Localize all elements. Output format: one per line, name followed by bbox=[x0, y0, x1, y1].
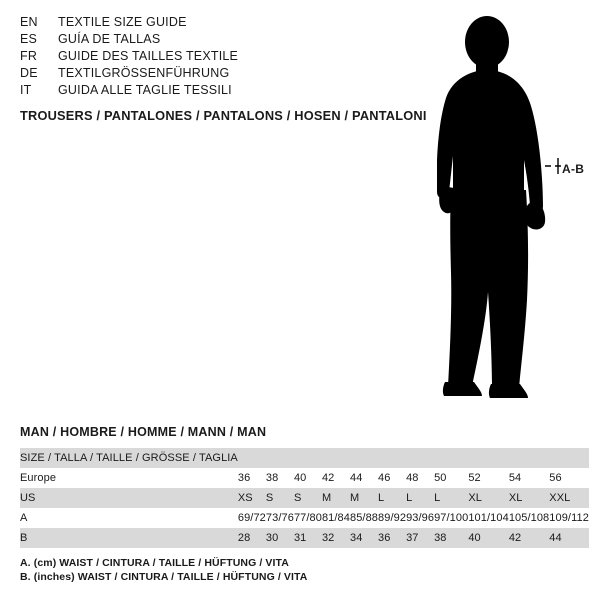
cell bbox=[266, 448, 294, 468]
cell bbox=[294, 448, 322, 468]
cell: 44 bbox=[350, 472, 363, 484]
male-silhouette-icon bbox=[400, 10, 600, 410]
cell: 93/96 bbox=[406, 512, 435, 524]
cell: 105/108 bbox=[508, 512, 550, 524]
cell: 48 bbox=[406, 472, 419, 484]
cell bbox=[378, 448, 406, 468]
cell: 36 bbox=[237, 472, 251, 484]
cell: 52 bbox=[468, 472, 481, 484]
cell: 54 bbox=[508, 472, 522, 484]
language-code-fr: FR bbox=[20, 49, 38, 63]
row-label-us: US bbox=[20, 488, 238, 508]
cell bbox=[406, 448, 434, 468]
cell: 40 bbox=[468, 528, 508, 548]
cell bbox=[322, 448, 350, 468]
section-title: TROUSERS / PANTALONES / PANTALONS / HOSEN / PANTALONI bbox=[20, 108, 427, 123]
size-table bbox=[20, 448, 589, 548]
language-text-es: GUÍA DE TALLAS bbox=[58, 32, 161, 46]
footnote-a: A. (cm) WAIST / CINTURA / TAILLE / HÜFTUNG / VITA bbox=[20, 557, 289, 569]
cell: XXL bbox=[549, 488, 589, 508]
cell: 89/92 bbox=[378, 512, 407, 524]
cell: 81/84 bbox=[321, 512, 350, 524]
language-code-de: DE bbox=[20, 66, 38, 80]
cell bbox=[434, 448, 468, 468]
cell: 69/72 bbox=[237, 512, 266, 524]
cell: 73/76 bbox=[265, 512, 294, 524]
cell: 30 bbox=[266, 528, 294, 548]
cell bbox=[509, 448, 549, 468]
table-title: MAN / HOMBRE / HOMME / MANN / MAN bbox=[20, 425, 267, 439]
cell bbox=[350, 448, 378, 468]
cell: 46 bbox=[378, 472, 391, 484]
cell bbox=[238, 448, 266, 468]
cell: 50 bbox=[434, 472, 447, 484]
language-code-es: ES bbox=[20, 32, 38, 46]
language-text-fr: GUIDE DES TAILLES TEXTILE bbox=[58, 49, 239, 63]
table-row bbox=[20, 528, 589, 548]
cell: 36 bbox=[378, 528, 406, 548]
cell: 42 bbox=[509, 528, 549, 548]
cell: L bbox=[378, 488, 406, 508]
language-text-en: TEXTILE SIZE GUIDE bbox=[58, 15, 187, 29]
footnotes bbox=[20, 556, 307, 584]
table-row bbox=[20, 508, 589, 528]
cell: 77/80 bbox=[293, 512, 322, 524]
language-header-block bbox=[20, 14, 400, 99]
cell: 37 bbox=[406, 528, 434, 548]
cell: XL bbox=[509, 488, 549, 508]
cell: 97/100 bbox=[434, 512, 469, 524]
cell bbox=[549, 448, 589, 468]
cell: 109/112 bbox=[549, 512, 589, 524]
cell: L bbox=[434, 488, 468, 508]
language-text-it: GUIDA ALLE TAGLIE TESSILI bbox=[58, 83, 232, 97]
cell: M bbox=[322, 488, 350, 508]
language-row-es bbox=[20, 31, 400, 48]
cell: 38 bbox=[434, 528, 468, 548]
cell: 101/104 bbox=[468, 512, 509, 524]
language-row-it bbox=[20, 82, 400, 99]
row-label-size: SIZE / TALLA / TAILLE / GRÖSSE / TAGLIA bbox=[20, 448, 238, 468]
cell: L bbox=[406, 488, 434, 508]
table-row bbox=[20, 448, 589, 468]
cell: XL bbox=[468, 488, 508, 508]
language-row-de bbox=[20, 65, 400, 82]
row-label-a: A bbox=[20, 512, 28, 524]
cell: 32 bbox=[322, 528, 350, 548]
cell: S bbox=[266, 488, 294, 508]
cell bbox=[468, 448, 508, 468]
language-code-it: IT bbox=[20, 83, 32, 97]
cell: 56 bbox=[549, 472, 562, 484]
language-row-en bbox=[20, 14, 400, 31]
row-label-b: B bbox=[20, 528, 238, 548]
footnote-b: B. (inches) WAIST / CINTURA / TAILLE / HÜFTUNG / VITA bbox=[20, 571, 308, 583]
cell: XS bbox=[238, 488, 266, 508]
cell: 34 bbox=[350, 528, 378, 548]
cell: 38 bbox=[265, 472, 279, 484]
cell: 40 bbox=[293, 472, 307, 484]
table-row bbox=[20, 468, 589, 488]
cell: 31 bbox=[294, 528, 322, 548]
cell: M bbox=[350, 488, 378, 508]
language-text-de: TEXTILGRÖSSENFÜHRUNG bbox=[58, 66, 230, 80]
table-row bbox=[20, 488, 589, 508]
cell: S bbox=[294, 488, 322, 508]
cell: 42 bbox=[321, 472, 335, 484]
cell: 85/88 bbox=[350, 512, 379, 524]
row-label-europe: Europe bbox=[20, 472, 57, 484]
language-code-en: EN bbox=[20, 15, 38, 29]
cell: 28 bbox=[238, 528, 266, 548]
figure-container bbox=[400, 10, 600, 410]
language-row-fr bbox=[20, 48, 400, 65]
measure-label-ab: A-B bbox=[562, 162, 585, 176]
cell: 44 bbox=[549, 528, 589, 548]
